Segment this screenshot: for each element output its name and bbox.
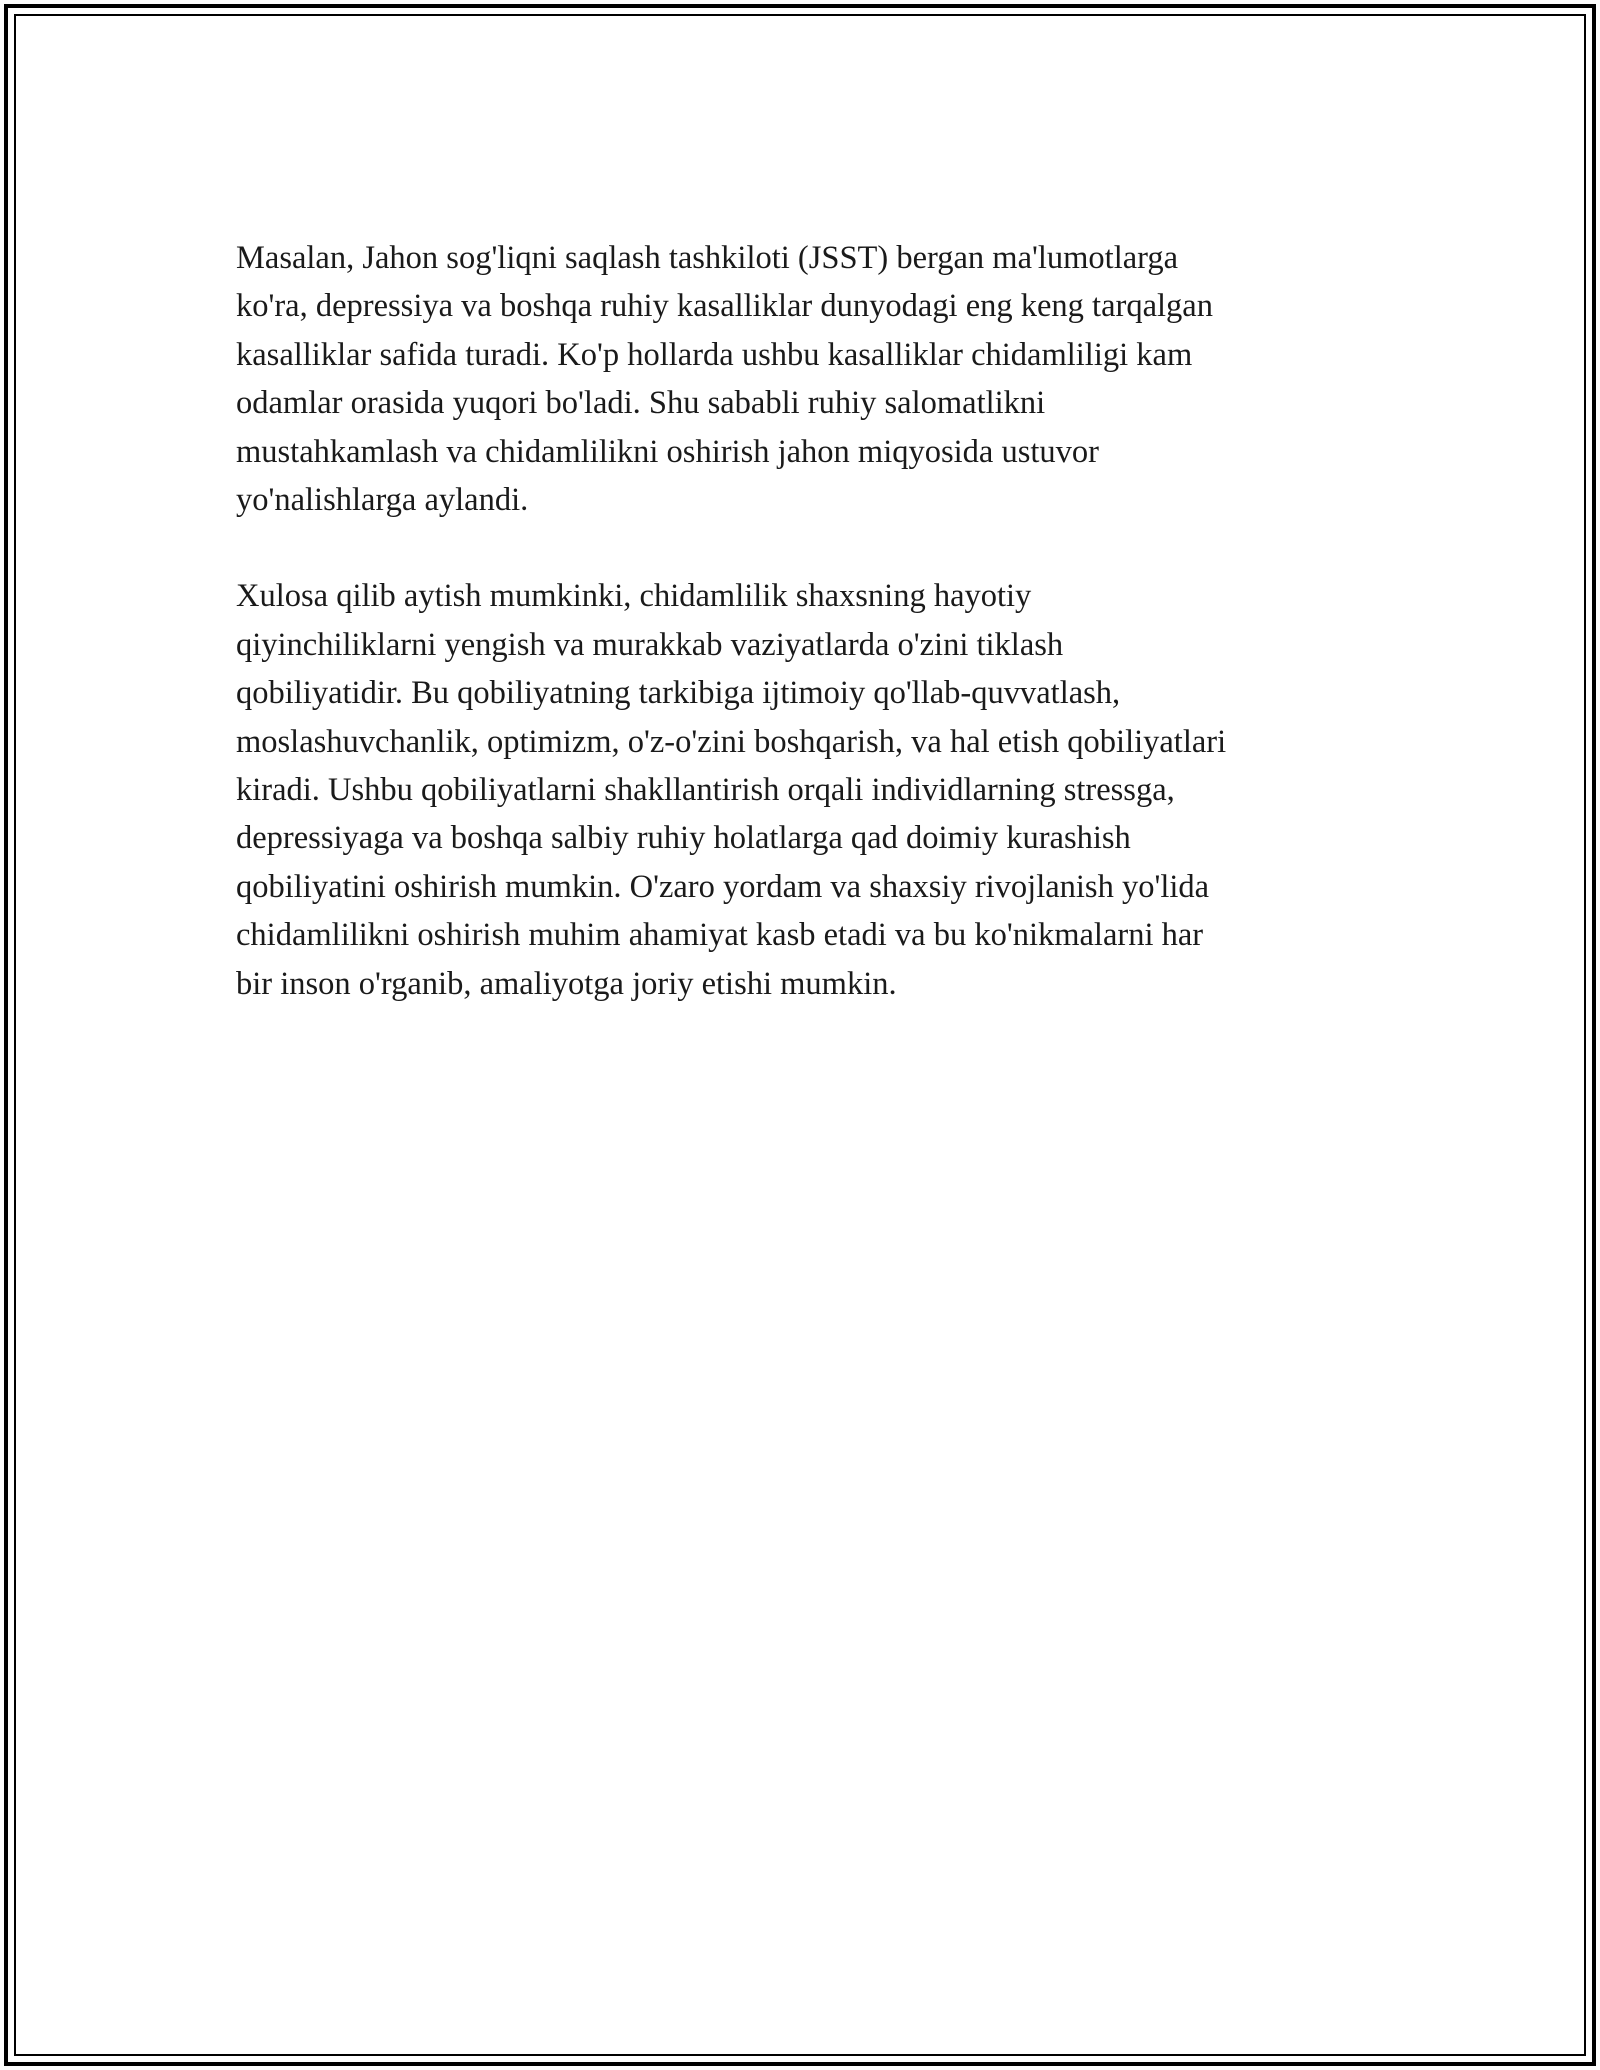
document-body — [236, 234, 1366, 1056]
paragraph-2: Xulosa qilib aytish mumkinki, chidamlilik shaxsning hayotiy qiyinchiliklarni yengish va murakkab vaziyatlarda o'zini tiklash qobiliyatidir. Bu qobiliyatning tarkibiga ijtimoiy qo'llab-quvvatlash, moslashuvchanlik, optimizm, o'z-o'zini boshqarish, va hal etish qobiliyatlari kiradi. Ushbu qobiliyatlarni shakllantirish orqali individlarning stressga, depressiyaga va boshqa salbiy ruhiy holatlarga qad doimiy kurashish qobiliyatini oshirish mumkin. O'zaro yordam va shaxsiy rivojlanish yo'lida chidamlilikni oshirish muhim ahamiyat kasb etadi va bu ko'nikmalarni har bir inson o'rganib, amaliyotga joriy etishi mumkin. — [236, 578, 1227, 1002]
paragraph-1: Masalan, Jahon sog'liqni saqlash tashkiloti (JSST) bergan ma'lumotlarga ko'ra, depressiya va boshqa ruhiy kasalliklar dunyodagi eng keng tarqalgan kasalliklar safida turadi. Ko'p hollarda ushbu kasalliklar chidamliligi kam odamlar orasida yuqori bo'ladi. Shu sababli ruhiy salomatlikni mustahkamlash va chidamlilikni oshirish jahon miqyosida ustuvor yo'nalishlarga aylandi. — [236, 240, 1213, 519]
